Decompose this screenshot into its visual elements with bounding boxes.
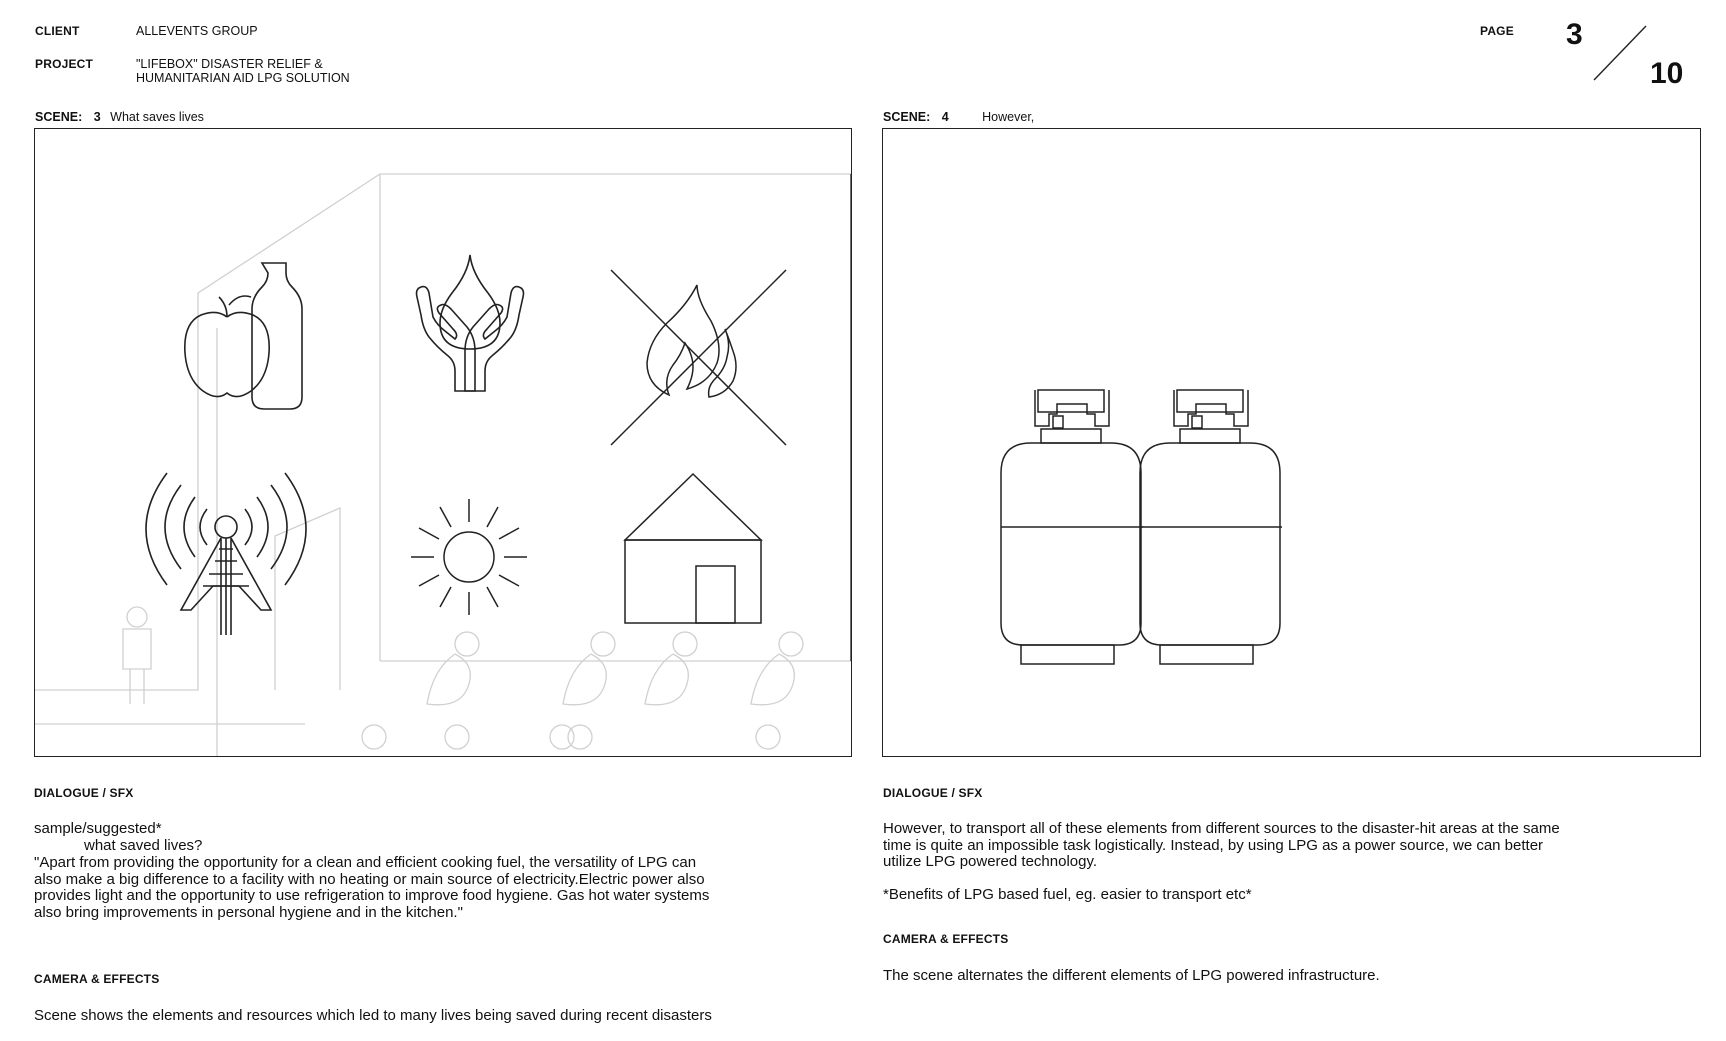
sun-icon	[411, 499, 527, 615]
scene4-title: However,	[982, 110, 1035, 124]
project-label: PROJECT	[35, 57, 94, 71]
page-current: 3	[1566, 18, 1583, 51]
scene3-storyboard-panel	[34, 128, 852, 757]
no-fire-icon	[611, 270, 786, 445]
page-divider-slash	[1590, 24, 1650, 84]
lpg-cylinder-icon	[1140, 390, 1282, 664]
lpg-cylinder-icon	[1001, 390, 1143, 664]
scene3-header	[35, 110, 204, 124]
scene3-dialogue-label: DIALOGUE / SFX	[34, 786, 134, 800]
house-icon	[625, 474, 761, 623]
water-hands-icon	[417, 255, 524, 391]
scene4-illustration	[883, 129, 1701, 757]
scene3-title: What saves lives	[110, 110, 204, 124]
scene4-storyboard-panel	[882, 128, 1701, 757]
food-icon	[185, 263, 302, 409]
scene4-label: SCENE:	[883, 110, 931, 124]
scene4-dialogue-note: *Benefits of LPG based fuel, eg. easier to transport etc*	[883, 886, 1252, 903]
scene4-camera-text: The scene alternates the different elements of LPG powered infrastructure.	[883, 967, 1380, 984]
scene4-dialogue-label: DIALOGUE / SFX	[883, 786, 983, 800]
scene3-dialogue-line2: what saved lives?	[84, 837, 203, 854]
scene3-dialogue-line1: sample/suggested*	[34, 820, 162, 837]
radio-tower-icon	[146, 473, 306, 635]
scene4-header	[883, 110, 1034, 124]
scene3-illustration	[35, 129, 852, 757]
scene3-dialogue-body: "Apart from providing the opportunity for a clean and efficient cooking fuel, the versatility of LPG can also make a big difference to a facility with no heating or main source of electricity.Electric power also provides light and the opportunity to use refrigeration to improve food hygiene. Gas hot water systems also bring improvements in personal hygiene and in the kitchen."	[34, 854, 710, 922]
client-value: ALLEVENTS GROUP	[136, 24, 258, 38]
project-value-line2: HUMANITARIAN AID LPG SOLUTION	[136, 71, 350, 85]
scene4-dialogue-body: However, to transport all of these elements from different sources to the disaster-hit areas at the same time is quite an impossible task logistically. Instead, by using LPG as a power source, we can better utilize LPG powered technology.	[883, 820, 1560, 871]
client-label: CLIENT	[35, 24, 80, 38]
scene3-number: 3	[93, 110, 101, 124]
background-sketch	[35, 174, 851, 757]
scene3-label: SCENE:	[35, 110, 83, 124]
scene3-camera-text: Scene shows the elements and resources which led to many lives being saved during recent disasters	[34, 1007, 712, 1024]
page-label: PAGE	[1480, 24, 1514, 38]
page-total: 10	[1650, 57, 1684, 90]
scene3-camera-label: CAMERA & EFFECTS	[34, 972, 160, 986]
scene4-camera-label: CAMERA & EFFECTS	[883, 932, 1009, 946]
scene4-number: 4	[941, 110, 949, 124]
project-value-line1: "LIFEBOX" DISASTER RELIEF &	[136, 57, 323, 71]
project-value	[136, 57, 350, 85]
